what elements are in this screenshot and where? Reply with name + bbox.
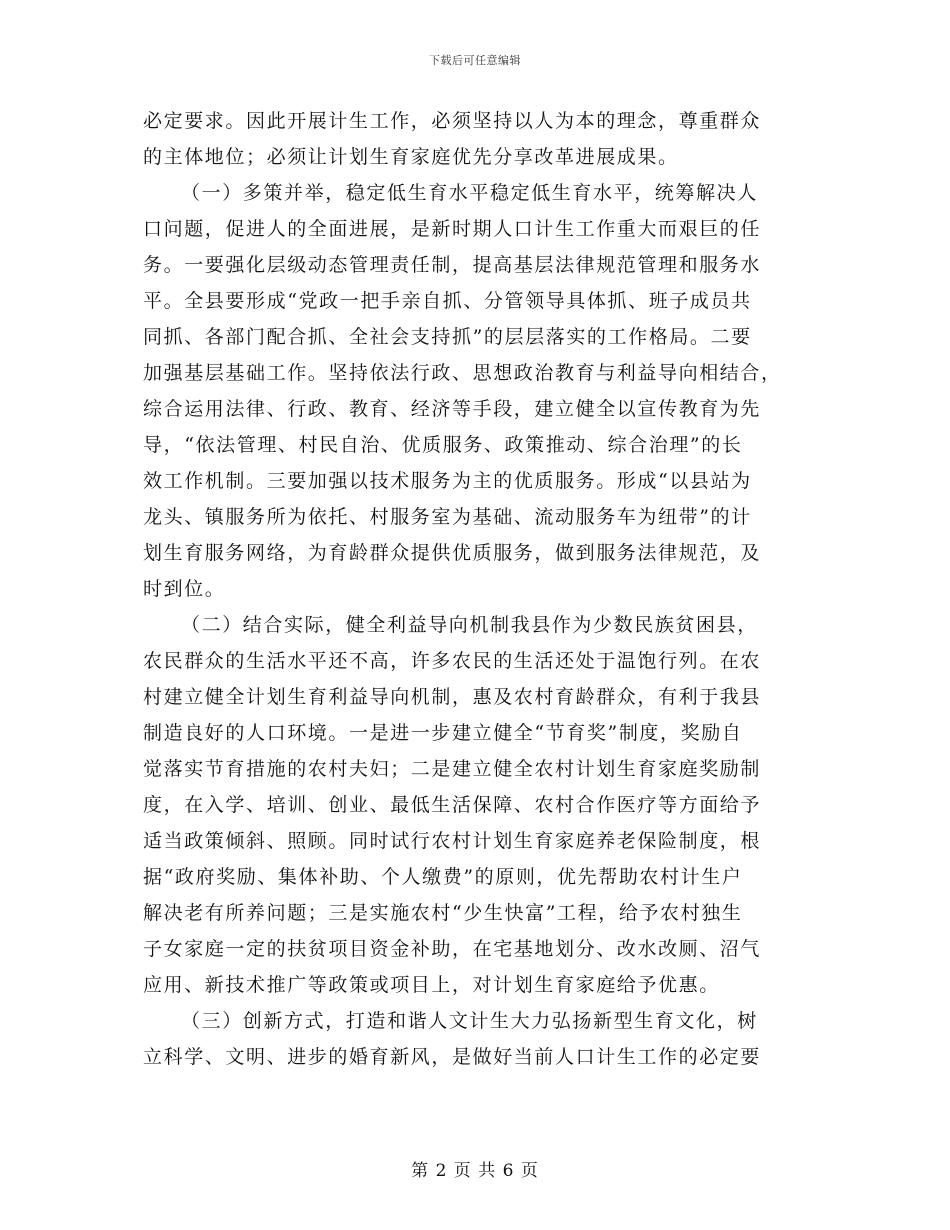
- paragraph-first-line: （二）结合实际，健全利益导向机制我县作为少数民族贫困县，: [181, 614, 758, 636]
- text-line: 加强基层基础工作。坚持依法行政、思想政治教育与利益导向相结合，: [143, 362, 782, 384]
- text-line: 平。全县要形成“党政一把手亲自抓、分管领导具体抓、班子成员共: [143, 290, 752, 312]
- text-line: 村建立健全计划生育利益导向机制，惠及农村育龄群众，有利于我县: [143, 686, 762, 708]
- text-line: 划生育服务网络，为育龄群众提供优质服务，做到服务法律规范，及: [143, 542, 762, 564]
- page-number-footer: 第 2 页 共 6 页: [411, 1161, 539, 1181]
- text-line: 必定要求。因此开展计生工作，必须坚持以人为本的理念，尊重群众: [143, 110, 762, 132]
- text-line: 农民群众的生活水平还不高，许多农民的生活还处于温饱行列。在农: [143, 650, 762, 672]
- text-line: 导，“依法管理、村民自治、优质服务、政策推动、综合治理”的长: [143, 434, 743, 456]
- text-line: 解决老有所养问题；三是实施农村“少生快富”工程，给予农村独生: [143, 902, 743, 924]
- text-line: 的主体地位；必须让计划生育家庭优先分享改革进展成果。: [143, 146, 679, 168]
- text-line: 据“政府奖励、集体补助、个人缴费”的原则，优先帮助农村计生户: [143, 866, 743, 888]
- paragraph-first-line: （一）多策并举，稳定低生育水平稳定低生育水平，统筹解决人: [181, 182, 758, 204]
- text-line: 同抓、各部门配合抓、全社会支持抓”的层层落实的工作格局。二要: [143, 326, 752, 348]
- text-line: 度，在入学、培训、创业、最低生活保障、农村合作医疗等方面给予: [143, 794, 762, 816]
- text-line: 效工作机制。三要加强以技术服务为主的优质服务。形成“以县站为: [143, 470, 752, 492]
- paragraph-first-line: （三）创新方式，打造和谐人文计生大力弘扬新型生育文化，树: [181, 1010, 758, 1032]
- text-line: 龙头、镇服务所为依托、村服务室为基础、流动服务车为纽带”的计: [143, 506, 752, 528]
- text-line: 立科学、文明、进步的婚育新风，是做好当前人口计生工作的必定要: [143, 1046, 762, 1068]
- document-body: [143, 103, 808, 1075]
- text-line: 子女家庭一定的扶贫项目资金补助，在宅基地划分、改水改厕、沼气: [143, 938, 762, 960]
- text-line: 觉落实节育措施的农村夫妇；二是建立健全农村计划生育家庭奖励制: [143, 758, 762, 780]
- text-line: 口问题，促进人的全面进展，是新时期人口计生工作重大而艰巨的任: [143, 218, 762, 240]
- text-line: 综合运用法律、行政、教育、经济等手段，建立健全以宣传教育为先: [143, 398, 762, 420]
- text-line: 适当政策倾斜、照顾。同时试行农村计划生育家庭养老保险制度，根: [143, 830, 762, 852]
- text-line: 应用、新技术推广等政策或项目上，对计划生育家庭给予优惠。: [143, 974, 720, 996]
- text-line: 务。一要强化层级动态管理责任制，提高基层法律规范管理和服务水: [143, 254, 762, 276]
- text-line: 制造良好的人口环境。一是进一步建立健全“节育奖”制度，奖励自: [143, 722, 743, 744]
- text-line: 时到位。: [143, 578, 226, 600]
- page-header: 下载后可任意编辑: [429, 54, 521, 67]
